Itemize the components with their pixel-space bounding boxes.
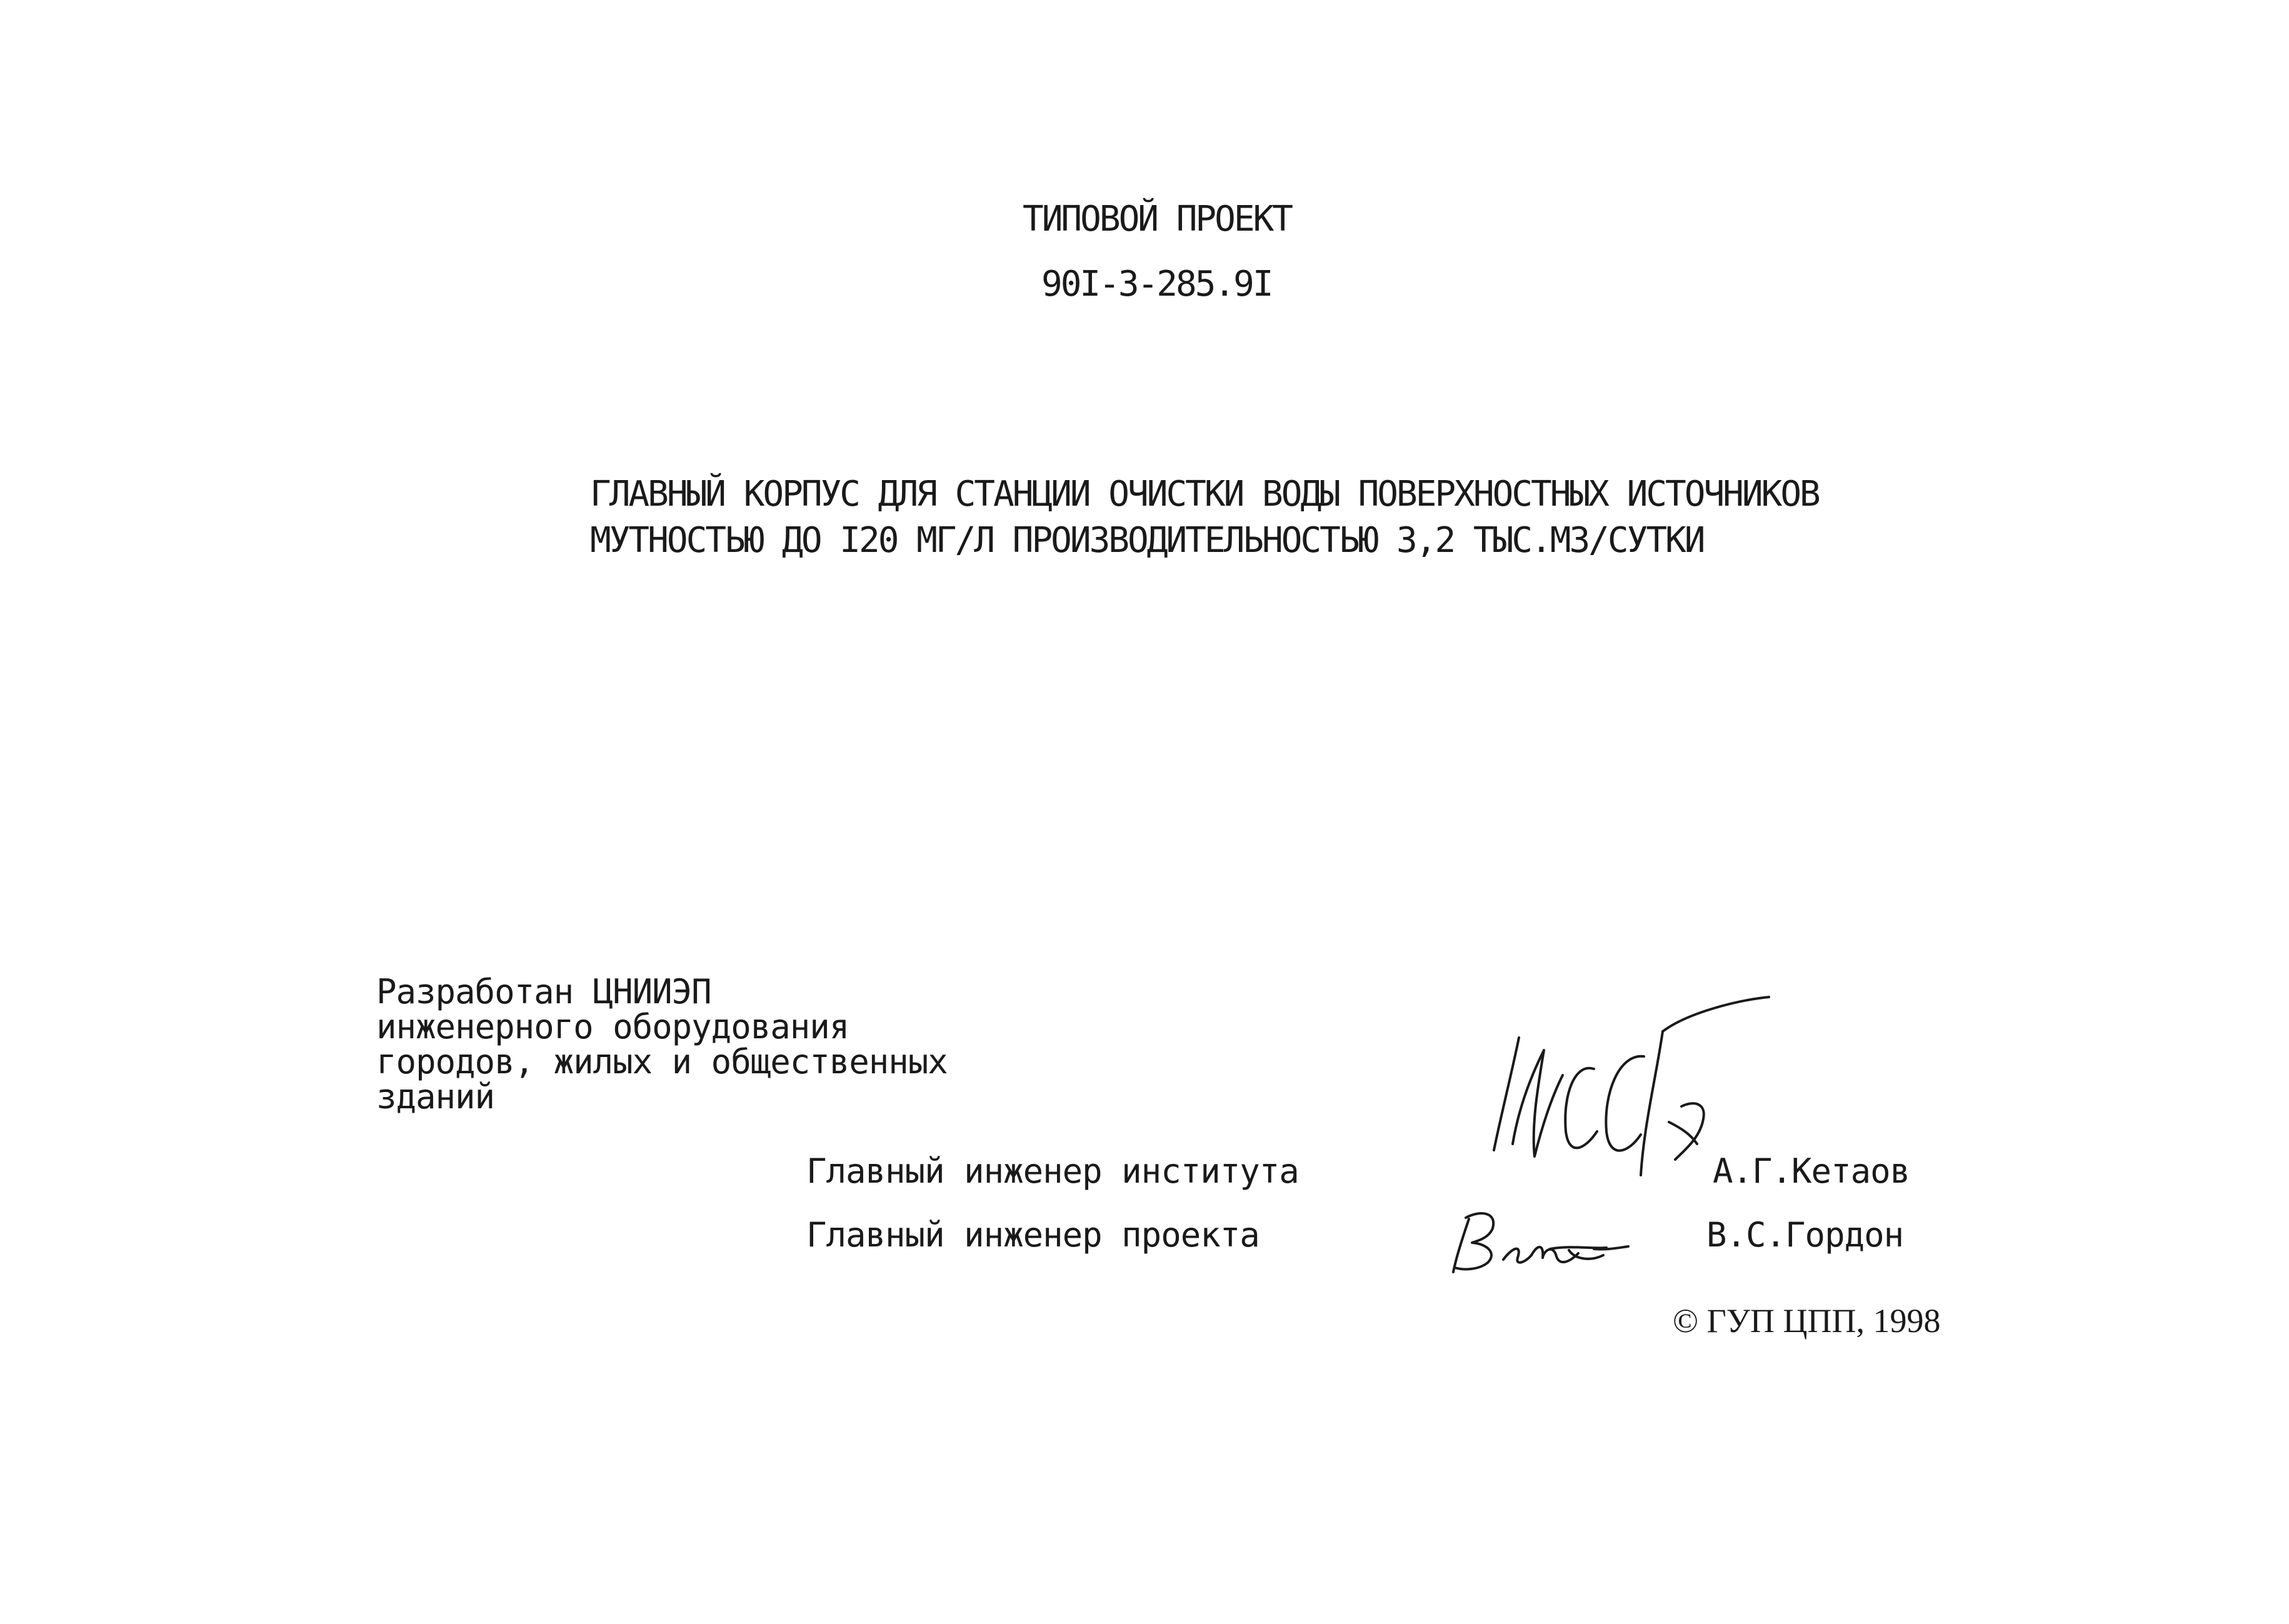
developer-line-1: Разработан ЦНИИЭП — [376, 972, 711, 1011]
project-type: ТИПОВОЙ ПРОЕКТ — [1023, 199, 1292, 239]
developer-line-4: зданий — [376, 1077, 495, 1116]
signatory-role-1: Главный инженер института — [806, 1151, 1299, 1191]
developer-line-2: инженерного оборудования — [376, 1007, 849, 1046]
signatory-name-1: А.Г.Кетаов — [1713, 1151, 1910, 1191]
developer-line-3: городов, жилых и общественных — [376, 1042, 948, 1081]
signatory-name-2: В.С.Гордон — [1706, 1215, 1904, 1255]
project-number: 90I-3-285.9I — [1041, 264, 1272, 304]
copyright-notice: © ГУП ЦПП, 1998 — [1673, 1302, 1941, 1340]
signature-1-image — [1475, 994, 1775, 1200]
title-line-2: МУТНОСТЬЮ ДО I20 МГ/Л ПРОИЗВОДИТЕЛЬНОСТЬЮ 3,2 ТЫС.М3/СУТКИ — [590, 520, 1704, 561]
signatory-role-2: Главный инженер проекта — [806, 1215, 1260, 1255]
title-line-1: ГЛАВНЫЙ КОРПУС ДЛЯ СТАНЦИИ ОЧИСТКИ ВОДЫ ПОВЕРХНОСТНЫХ ИСТОЧНИКОВ — [590, 474, 1819, 514]
signature-2-image — [1444, 1200, 1631, 1281]
